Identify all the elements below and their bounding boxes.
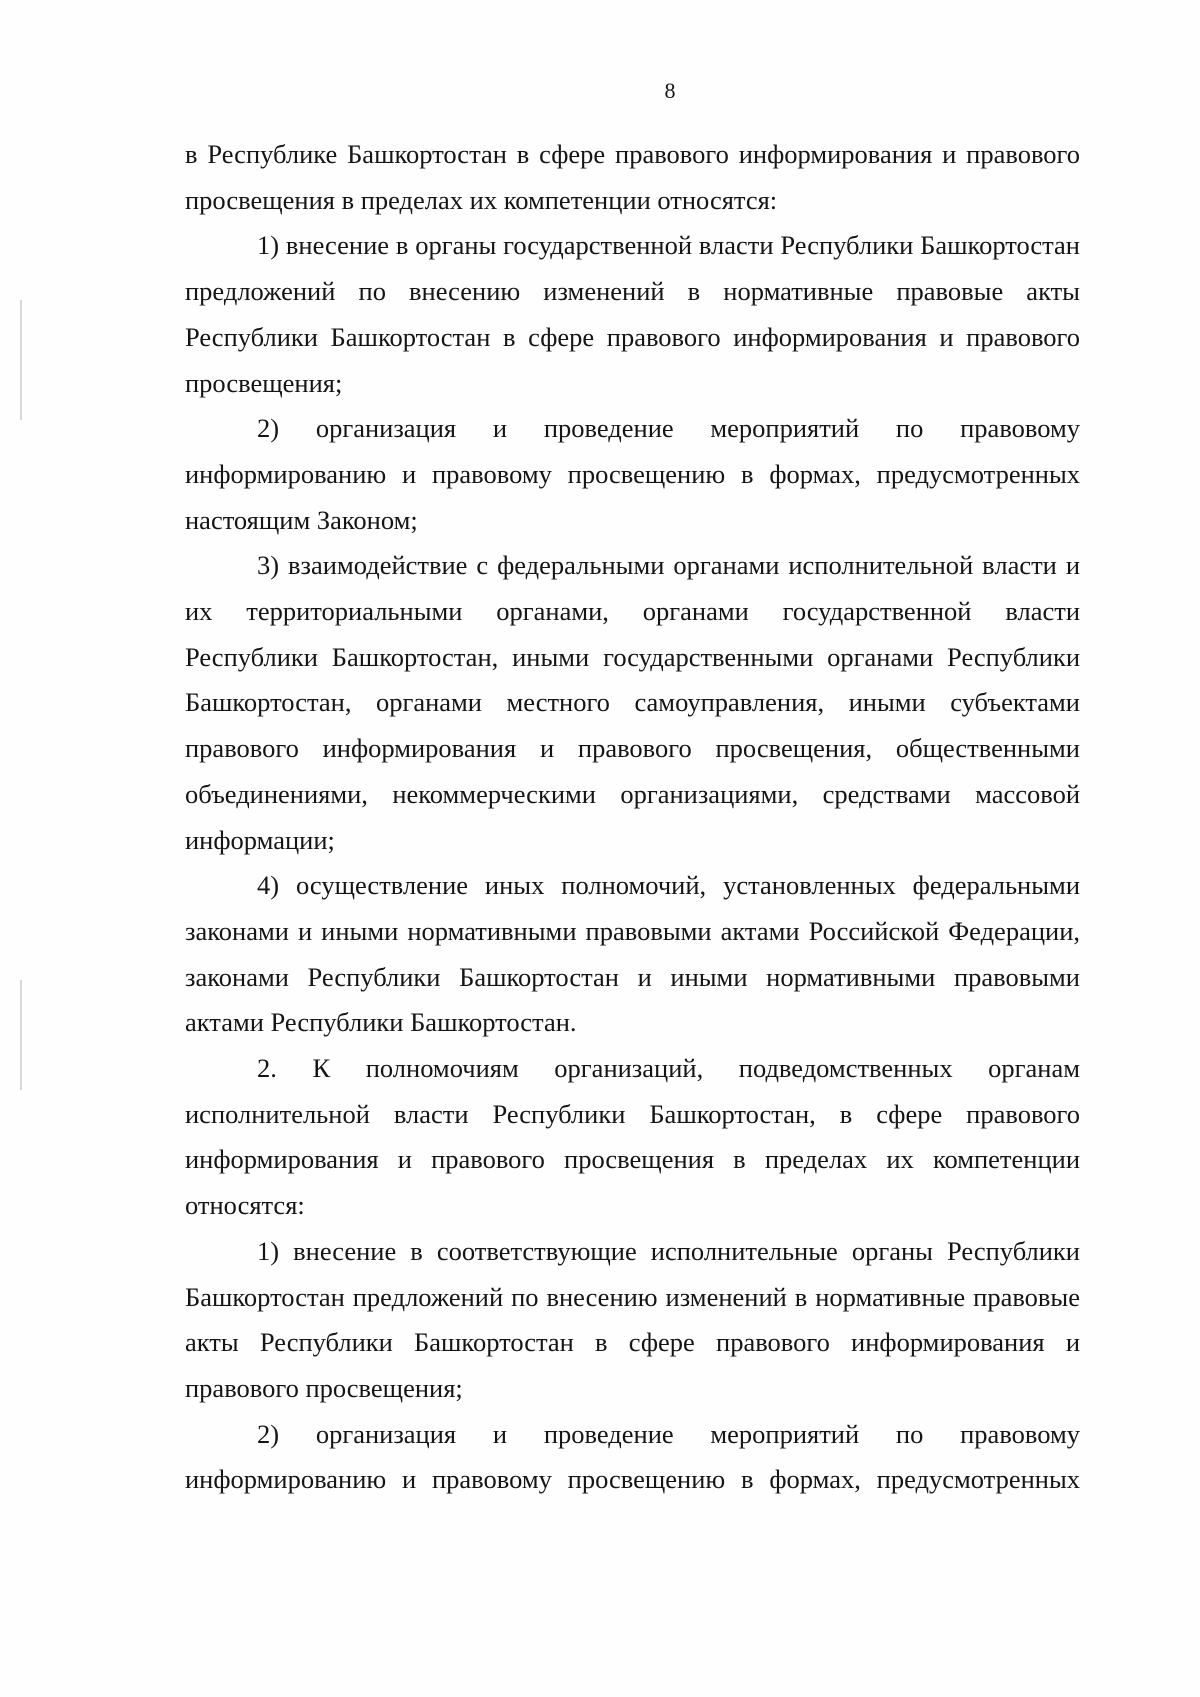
- paragraph-section-2-item-2: 2) организация и проведение мероприятий по правовому информированию и правовому просвещению в формах, предусмотренных: [185, 1418, 1080, 1495]
- scan-edge-mark: [20, 980, 22, 1090]
- paragraph-item-1: 1) внесение в органы государственной власти Республики Башкортостан предложений по внесению изменений в нормативные правовые акты Республики Башкортостан в сфере правового информирования и правового просвещения;: [185, 230, 1080, 398]
- scan-edge-mark: [20, 300, 22, 420]
- paragraph-continuation: в Республике Башкортостан в сфере правового информирования и правового просвещения в пределах их компетенции относятся:: [185, 139, 1080, 215]
- paragraph-section-2-item-1: 1) внесение в соответствующие исполнительные органы Республики Башкортостан предложений по внесению изменений в нормативные правовые акты Республики Башкортостан в сфере правового информирования и правового просвещения;: [185, 1235, 1080, 1403]
- paragraph-item-3: 3) взаимодействие с федеральными органами исполнительной власти и их территориальными органами, органами государственной власти Республики Башкортостан, иными государственными органами Республики Башкортостан, органами местного самоуправления, иными субъектами правового информирования и правового просвещения, общественными объединениями, некоммерческими организациями, средствами массовой информации;: [185, 550, 1080, 855]
- paragraph-item-4: 4) осуществление иных полномочий, установленных федеральными законами и иными нормативными правовыми актами Российской Федерации, законами Республики Башкортостан и иными нормативными правовыми актами Республики Башкортостан.: [185, 870, 1080, 1038]
- document-body: [185, 132, 1080, 1503]
- paragraph-item-2: 2) организация и проведение мероприятий по правовому информированию и правовому просвещению в формах, предусмотренных настоящим Законом;: [185, 413, 1080, 535]
- page-number: 8: [664, 78, 676, 103]
- paragraph-section-2: 2. К полномочиям организаций, подведомственных органам исполнительной власти Республики Башкортостан, в сфере правового информирования и правового просвещения в пределах их компетенции относятся:: [185, 1053, 1080, 1221]
